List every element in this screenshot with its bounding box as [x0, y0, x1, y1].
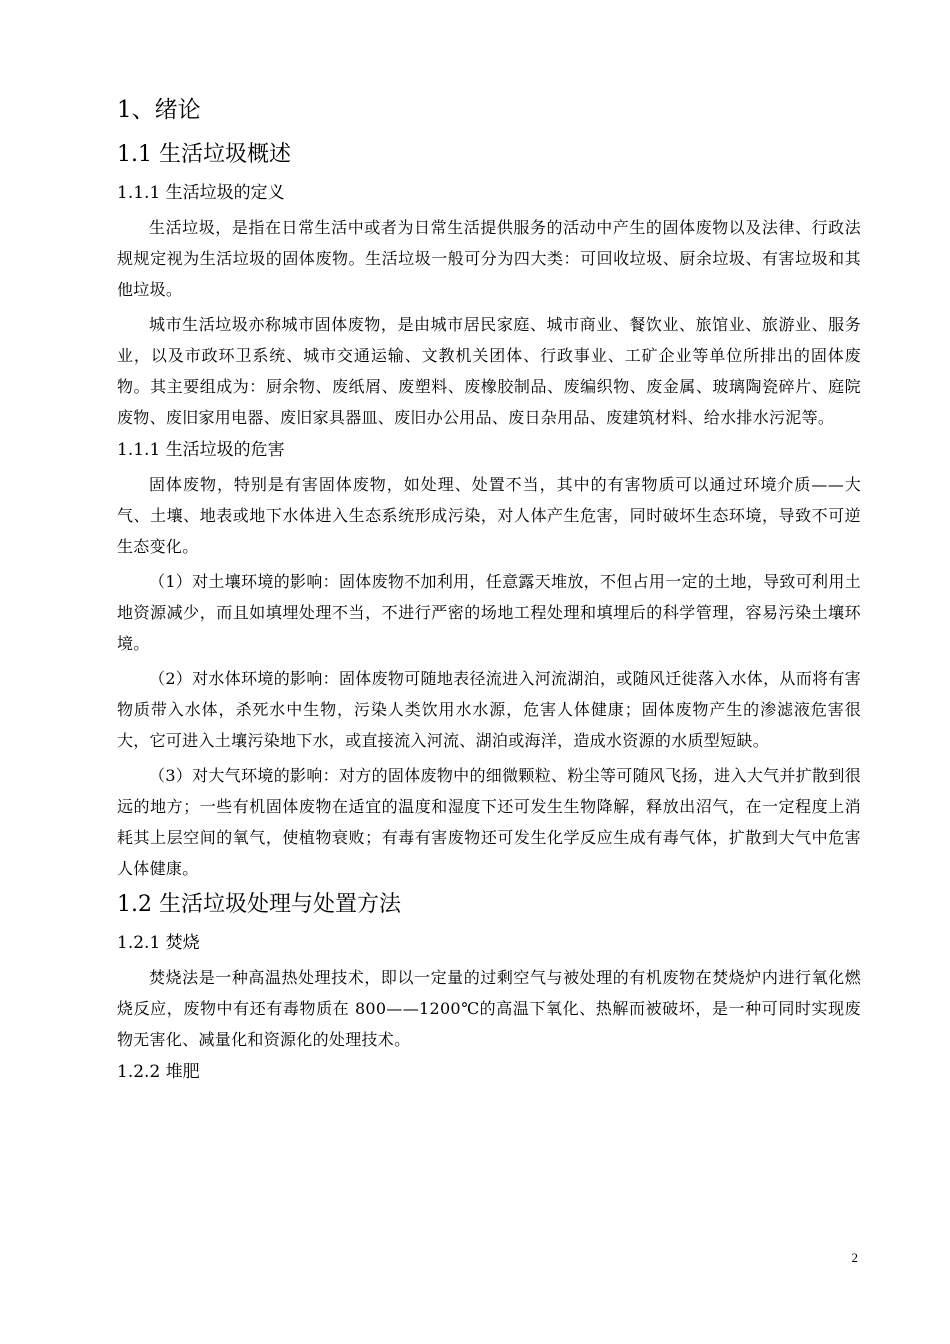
paragraph-definition: 生活垃圾，是指在日常生活中或者为日常生活提供服务的活动中产生的固体废物以及法律、行政法规规定视为生活垃圾的固体废物。生活垃圾一般可分为四大类：可回收垃圾、厨余垃圾、有害垃圾和其他垃圾。 — [117, 218, 861, 299]
paragraph-soil-impact: （1）对土壤环境的影响：固体废物不加利用，任意露天堆放，不但占用一定的土地，导致可利用土地资源减少，而且如填埋处理不当，不进行严密的场地工程处理和填埋后的科学管理，容易污染土壤环境。 — [117, 572, 861, 653]
paragraph-composition: 城市生活垃圾亦称城市固体废物，是由城市居民家庭、城市商业、餐饮业、旅馆业、旅游业、服务业，以及市政环卫系统、城市交通运输、文教机关团体、行政事业、工矿企业等单位所排出的固体废物。其主要组成为：厨余物、废纸屑、废塑料、废橡胶制品、废编织物、废金属、玻璃陶瓷碎片、庭院废物、废旧家用电器、废旧家具器皿、废旧办公用品、废日杂用品、废建筑材料、给水排水污泥等。 — [117, 315, 861, 427]
subsection-heading-hazards: 1.1.1 生活垃圾的危害 — [117, 440, 285, 460]
page-content — [117, 92, 861, 1091]
subsection-heading-definition: 1.1.1 生活垃圾的定义 — [117, 183, 285, 203]
section-heading-1-1: 1.1 生活垃圾概述 — [117, 142, 291, 167]
chapter-heading: 1、绪论 — [117, 97, 201, 123]
paragraph-water-impact: （2）对水体环境的影响：固体废物可随地表径流进入河流湖泊，或随风迁徙落入水体，从而将有害物质带入水体，杀死水中生物，污染人类饮用水水源，危害人体健康；固体废物产生的渗滤液危害很大，它可进入土壤污染地下水，或直接流入河流、湖泊或海洋，造成水资源的水质型短缺。 — [117, 669, 861, 750]
page-number: 2 — [851, 1250, 858, 1265]
paragraph-hazards-intro: 固体废物，特别是有害固体废物，如处理、处置不当，其中的有害物质可以通过环境介质——大气、土壤、地表或地下水体进入生态系统形成污染，对人体产生危害，同时破坏生态环境，导致不可逆生态变化。 — [117, 475, 861, 556]
subsection-heading-incineration: 1.2.1 焚烧 — [117, 933, 200, 953]
paragraph-air-impact: （3）对大气环境的影响：对方的固体废物中的细微颗粒、粉尘等可随风飞扬，进入大气并扩散到很远的地方；一些有机固体废物在适宜的温度和湿度下还可发生生物降解，释放出沼气，在一定程度上消耗其上层空间的氧气，使植物衰败；有毒有害废物还可发生化学反应生成有毒气体，扩散到大气中危害人体健康。 — [117, 766, 861, 878]
paragraph-incineration: 焚烧法是一种高温热处理技术，即以一定量的过剩空气与被处理的有机废物在焚烧炉内进行氧化燃烧反应，废物中有还有毒物质在 800——1200℃的高温下氧化、热解而被破坏，是一种可同时实现废物无害化、减量化和资源化的处理技术。 — [117, 968, 861, 1049]
section-heading-1-2: 1.2 生活垃圾处理与处置方法 — [117, 892, 401, 917]
subsection-heading-composting: 1.2.2 堆肥 — [117, 1062, 200, 1082]
